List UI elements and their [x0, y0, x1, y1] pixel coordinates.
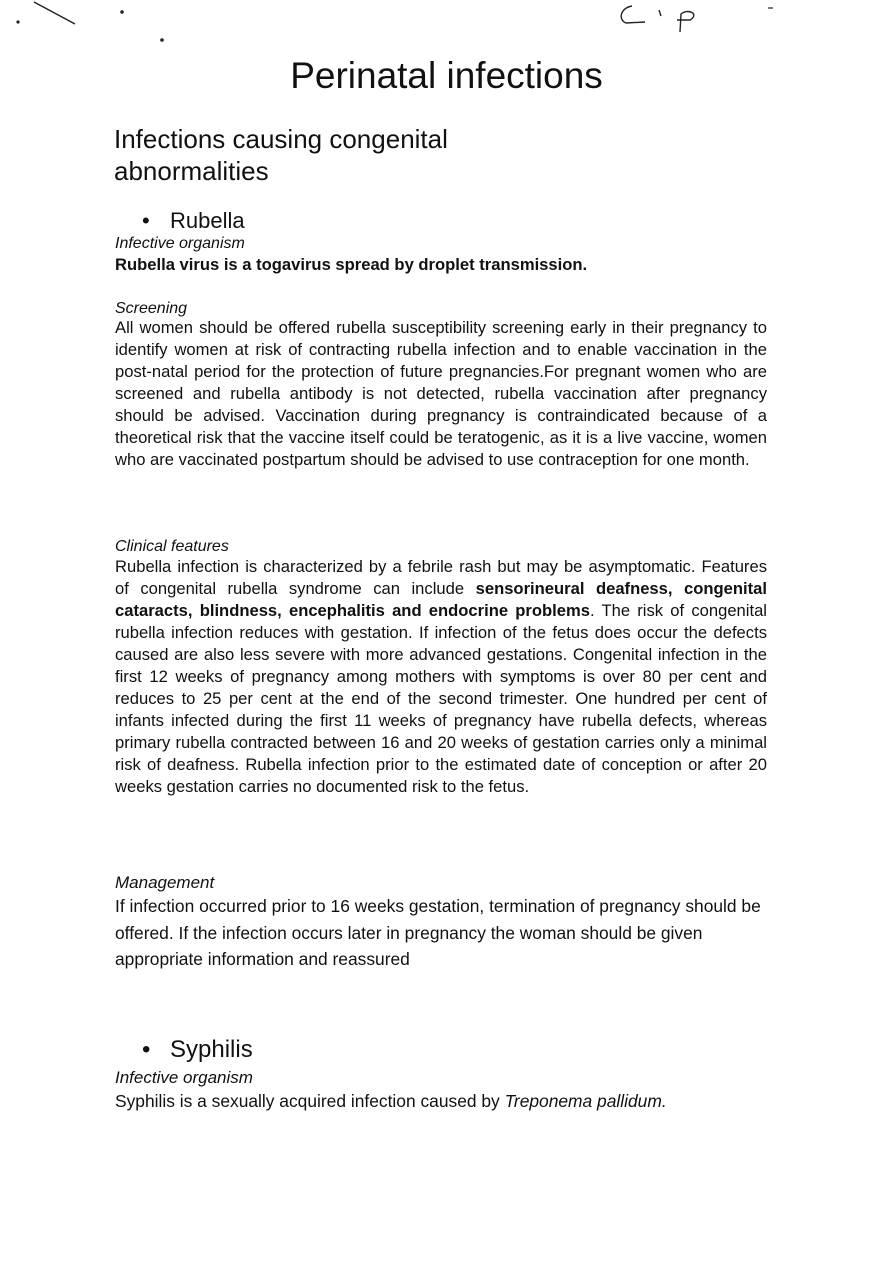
handwritten-marks: [0, 0, 893, 60]
rubella-infective-organism-text: Rubella virus is a togavirus spread by droplet transmission.: [115, 255, 588, 274]
rubella-management-heading: Management: [115, 873, 215, 892]
speck: [120, 10, 124, 14]
bullet-heading-syphilis: [142, 1036, 253, 1064]
clinical-text-part-1: Rubella infection is characterized by a febrile rash but may be asymptomatic. Features of congenital rubella syndrome can include: [115, 557, 767, 598]
rubella-clinical-text: [115, 556, 767, 798]
page-title: Perinatal infections: [290, 55, 603, 96]
syphilis-name: Syphilis: [170, 1036, 253, 1063]
handwritten-letter-c: [621, 6, 645, 23]
clinical-text-part-2: . The risk of congenital rubella infection reduces with gestation. If infection of the fetus does occur the defects caused are also less severe with more advanced gestations. Congenital infection in the first 12 weeks of pregnancy among mothers with symptoms is over 80 per cent and reduces to 25 per cent at the end of the second trimester. One hundred per cent of infants infected during the first 11 weeks of pregnancy have rubella defects, whereas primary rubella contracted between 16 and 20 weeks of gestation carries only a minimal risk of deafness. Rubella infection prior to the estimated date of conception or after 20 weeks gestation carries no documented risk to the fetus.: [115, 601, 767, 796]
bullet-dot: •: [142, 1036, 151, 1063]
syphilis-organism-text: Syphilis is a sexually acquired infection caused by: [115, 1091, 505, 1111]
syphilis-infective-organism-heading: Infective organism: [115, 1068, 253, 1087]
rubella-screening-heading: Screening: [115, 300, 188, 317]
syphilis-infective-organism-text: [115, 1088, 775, 1115]
rubella-name: Rubella: [170, 208, 245, 233]
handwritten-letter-p: [677, 12, 694, 32]
rubella-infective-organism-heading: Infective organism: [115, 235, 245, 252]
bullet-dot: •: [142, 208, 150, 233]
section-heading: Infections causing congenital abnormalities: [114, 124, 448, 186]
rubella-screening-text: All women should be offered rubella susceptibility screening early in their pregnancy to identify women at risk of contracting rubella infection and to enable vaccination in the post-natal period for the protection of future pregnancies.For pregnant women who are screened and rubella antibody is not detected, rubella vaccination after pregnancy should be advised. Vaccination during pregnancy is contraindicated because of a theoretical risk that the vaccine itself could be teratogenic, as it is a live vaccine, women who are vaccinated postpartum should be advised to use contraception for one month.: [115, 318, 767, 469]
clinical-text-bold: sensorineural deafness, congenital cataracts, blindness, encephalitis and endocrine problems: [115, 579, 767, 620]
bullet-heading-rubella: [142, 208, 245, 234]
rubella-management-text: If infection occurred prior to 16 weeks gestation, termination of pregnancy should be offered. If the infection occurs later in pregnancy the woman should be given appropriate information and reassured: [115, 896, 761, 969]
syphilis-organism-species: Treponema pallidum.: [504, 1091, 667, 1111]
rubella-clinical-heading: Clinical features: [115, 538, 229, 555]
speck: [16, 20, 19, 23]
speck: [160, 38, 164, 42]
handwritten-apostrophe: [659, 10, 661, 16]
pen-stroke-top-left: [34, 2, 75, 24]
